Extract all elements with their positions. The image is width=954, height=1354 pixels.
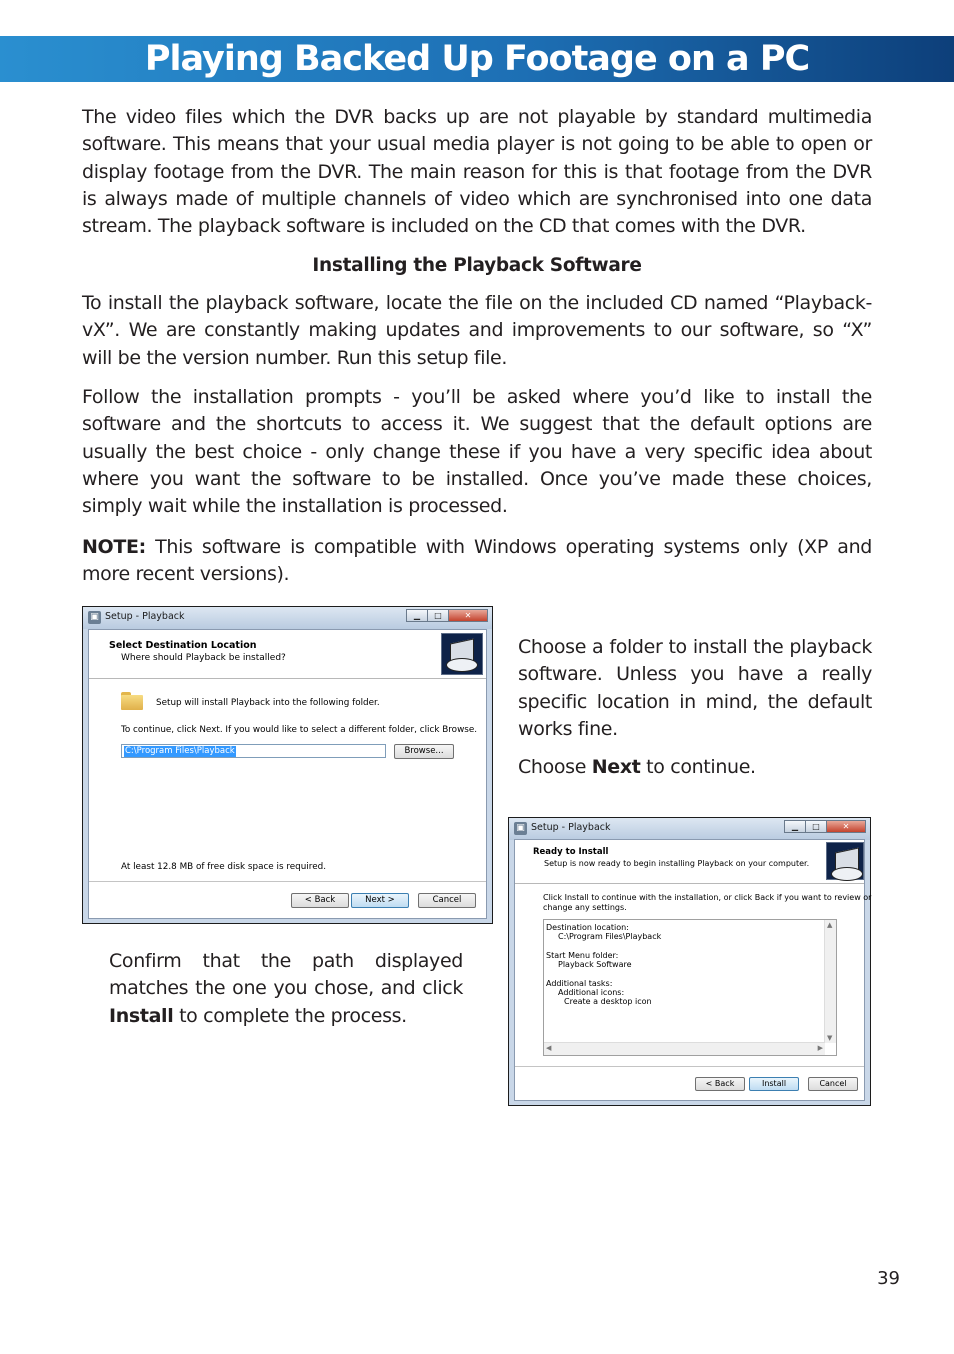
path-text: C:\Program Files\Playback <box>125 746 235 756</box>
title-banner <box>0 36 954 82</box>
setup-app-icon: ▣ <box>88 611 101 624</box>
next-button[interactable]: Next > <box>351 893 409 908</box>
setup-window-destination <box>82 606 493 924</box>
intro-paragraph: The video files which the DVR backs up are not playable by standard multimedia software. This means that your usual media player is not going to be able to open or display footage from the DVR. The main reason for this is that footage from the DVR is always made of multiple channels of video which are synchronised into one data stream. The playback software is included on the CD that comes with the DVR. <box>82 106 872 238</box>
header-title: Ready to Install <box>533 847 609 857</box>
memo-line: Additional tasks: <box>546 979 613 988</box>
window-body <box>514 839 872 1101</box>
memo-line: Create a desktop icon <box>564 997 652 1006</box>
back-button[interactable]: < Back <box>695 1077 745 1091</box>
close-icon[interactable]: ✕ <box>826 820 866 833</box>
setup-window-ready <box>508 817 871 1106</box>
disk-space-text: At least 12.8 MB of free disk space is required. <box>121 862 326 872</box>
header-title: Select Destination Location <box>109 640 257 651</box>
memo-line: Playback Software <box>558 960 632 969</box>
maximize-icon[interactable]: □ <box>427 609 449 622</box>
back-button[interactable]: < Back <box>291 893 349 908</box>
horizontal-scrollbar[interactable]: ◀ ▶ <box>544 1042 825 1055</box>
setup-logo-icon <box>441 633 483 675</box>
window-title: Setup - Playback <box>531 822 611 833</box>
cancel-button[interactable]: Cancel <box>808 1077 858 1091</box>
destination-path-input[interactable] <box>121 744 386 758</box>
install-folder-text: Setup will install Playback into the following folder. <box>156 698 380 708</box>
cancel-button[interactable]: Cancel <box>418 893 476 908</box>
maximize-icon[interactable]: □ <box>805 820 827 833</box>
window-title: Setup - Playback <box>105 611 185 622</box>
footer-divider <box>89 881 486 882</box>
install-keyword: Install <box>109 1004 174 1027</box>
memo-line: C:\Program Files\Playback <box>558 932 662 941</box>
folder-icon <box>121 692 143 710</box>
title-bar <box>509 818 870 840</box>
choose-next-text: Choose Next to continue. <box>518 756 756 778</box>
window-controls <box>407 609 488 623</box>
ready-instruction-line2: change any settings. <box>543 903 627 912</box>
header-subtitle: Setup is now ready to begin installing Playback on your computer. <box>544 859 810 868</box>
install-button[interactable]: Install <box>749 1077 799 1091</box>
setup-app-icon: ▣ <box>514 822 527 835</box>
section-heading: Installing the Playback Software <box>312 255 642 276</box>
browse-button[interactable]: Browse... <box>394 744 454 759</box>
minimize-icon[interactable]: ▁ <box>784 820 806 833</box>
title-bar <box>83 607 492 629</box>
close-icon[interactable]: ✕ <box>448 609 488 622</box>
confirm-path-text: Confirm that the path displayed matches the one you chose, and click Install to complete the process. <box>109 950 463 1027</box>
minimize-icon[interactable]: ▁ <box>406 609 428 622</box>
note-paragraph <box>82 534 872 589</box>
page-number: 39 <box>877 1268 900 1289</box>
ready-instruction-line1: Click Install to continue with the installation, or click Back if you want to review or <box>543 893 872 902</box>
note-text: This software is compatible with Windows operating systems only (XP and more recent versions). <box>82 536 872 586</box>
footer-divider <box>515 1066 864 1067</box>
memo-line: Start Menu folder: <box>546 951 619 960</box>
continue-instruction: To continue, click Next. If you would like to select a different folder, click Browse. <box>121 725 478 735</box>
wizard-header <box>515 840 864 884</box>
setup-logo-icon <box>826 842 864 880</box>
choose-folder-text: Choose a folder to install the playback software. Unless you have a really specific location in mind, the default works fine. <box>518 636 872 740</box>
memo-line: Destination location: <box>546 923 629 932</box>
next-keyword: Next <box>591 756 641 778</box>
settings-summary-memo[interactable] <box>543 919 837 1056</box>
install-paragraph: To install the playback software, locate the file on the included CD named “Playback-vX”. We are constantly making updates and improvements to our software, so “X” will be the version number. Run this setup file. <box>82 292 872 369</box>
memo-line: Additional icons: <box>558 988 625 997</box>
window-controls <box>785 820 866 834</box>
window-body <box>88 629 487 919</box>
vertical-scrollbar[interactable]: ▲ ▼ <box>824 920 836 1043</box>
wizard-header <box>89 630 486 679</box>
note-label: NOTE: <box>82 536 146 558</box>
prompts-paragraph: Follow the installation prompts - you’ll be asked where you’d like to install the software and the shortcuts to access it. We suggest that the default options are usually the best choice - only change these if you have a very specific idea about where you want the software to be installed. Once you’ve made these choices, simply wait while the installation is processed. <box>82 386 872 518</box>
page-title: Playing Backed Up Footage on a PC <box>144 39 810 79</box>
header-subtitle: Where should Playback be installed? <box>121 653 286 663</box>
